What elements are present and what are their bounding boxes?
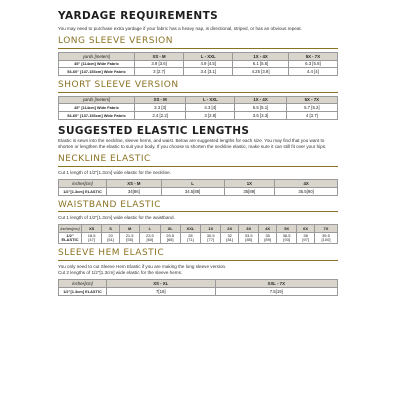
table-header-row — [59, 280, 338, 288]
table-cell: 35[89] — [224, 187, 275, 195]
yardage-heading: YARDAGE REQUIREMENTS — [58, 10, 219, 22]
waistband-note: Cut 1 length of 1/2"[1.3cm] wide elastic for the waistband. — [58, 215, 175, 221]
pattern-instructions-page — [58, 10, 338, 296]
table-header-cell: 5X — [277, 225, 297, 233]
table-header-cell: 5X - 7X — [286, 96, 337, 104]
value-inches: 18.5 — [87, 233, 96, 239]
table-header-cell: 4X — [275, 180, 338, 188]
value-cm: [97] — [302, 237, 309, 243]
value-cm: [65] — [166, 237, 174, 243]
value-cm: [47] — [88, 237, 95, 243]
table-header-row — [59, 180, 338, 188]
table-header-row — [59, 96, 338, 104]
short-sleeve-table — [58, 96, 338, 120]
table-cell — [221, 233, 239, 244]
table-cell: 3.4 [3.1] — [184, 68, 233, 76]
table-cell: 4.25 [3.9] — [233, 68, 289, 76]
table-cell: 3 [2.7] — [135, 68, 184, 76]
table-cell — [59, 233, 82, 244]
table-cell: 7.5[19] — [215, 288, 337, 296]
value-inches: 28 — [188, 233, 193, 239]
table-row — [59, 112, 338, 120]
value-cm: [85] — [245, 237, 252, 243]
yardage-intro: You may need to purchase extra yardage if your fabric has a heavy nap, is directional, striped, or has an obvious repeat. — [58, 26, 302, 31]
table-header-cell: 2X — [221, 225, 239, 233]
table-cell — [160, 233, 180, 244]
table-header-cell: yards [meters] — [59, 96, 135, 104]
table-cell — [239, 233, 259, 244]
table-header-cell: XS - XL — [107, 280, 216, 288]
table-header-row — [59, 225, 338, 233]
table-cell: 6.1 [5.6] — [233, 60, 289, 68]
table-cell: 54-60" [137-153cm] Wide Fabric — [59, 112, 135, 120]
table-header-cell: inches[cm] — [59, 180, 107, 188]
table-header-cell: 6X — [297, 225, 315, 233]
table-cell: 1/2"[1.3cm] ELASTIC — [59, 288, 107, 296]
short-sleeve-heading: SHORT SLEEVE VERSION — [58, 80, 338, 93]
table-cell — [82, 233, 102, 244]
table-header-cell: XS - M — [135, 96, 186, 104]
elastic-intro: Elastic is sewn into the neckline, sleeve hems, and waist. Below are suggested lengths for each size. You may find that you want to shorten or lengthen the elastic to suit your body. If you choose to shorten the neckline elastic, make sure it can still fit over your hips. — [58, 137, 327, 150]
table-cell — [314, 233, 337, 244]
value-cm: [71] — [187, 237, 194, 243]
value-cm: [89] — [264, 237, 271, 243]
table-cell — [140, 233, 160, 244]
long-sleeve-heading: LONG SLEEVE VERSION — [58, 36, 338, 49]
table-cell: 4 [3.7] — [286, 112, 337, 120]
value-inches: 23.5 — [145, 233, 154, 239]
table-cell: 5.5 [5.1] — [235, 104, 286, 112]
table-cell: 34.5[88] — [161, 187, 224, 195]
table-cell: 3.9 [3.6] — [135, 60, 184, 68]
value-cm: [77] — [207, 237, 215, 243]
table-cell: 4.3 [4] — [186, 104, 235, 112]
table-header-cell: 1X — [201, 225, 221, 233]
value-cm: [100] — [321, 237, 331, 243]
table-header-cell: 1X - 4X — [235, 96, 286, 104]
table-cell — [277, 233, 297, 244]
value-inches: 35 — [265, 233, 270, 239]
table-cell: 35.5[90] — [275, 187, 338, 195]
table-cell — [102, 233, 120, 244]
neckline-heading: NECKLINE ELASTIC — [58, 154, 338, 167]
table-cell: 5.7 [5.2] — [286, 104, 337, 112]
table-cell: 45" [114cm] Wide Fabric — [59, 60, 135, 68]
table-header-cell: 4X — [259, 225, 277, 233]
table-header-cell: XXL — [180, 225, 200, 233]
table-cell: 4.4 [4] — [288, 68, 337, 76]
value-cm: [93] — [283, 237, 290, 243]
table-row — [59, 68, 338, 76]
elastic-heading: SUGGESTED ELASTIC LENGTHS — [58, 124, 250, 137]
table-header-cell: L — [161, 180, 224, 188]
value-inches: 39.5 — [322, 233, 330, 239]
table-header-cell: inches[cm] — [60, 225, 80, 231]
waistband-heading: WAISTBAND ELASTIC — [58, 200, 338, 213]
table-header-cell: XS - M — [107, 180, 162, 188]
table-header-cell: 1X — [224, 180, 275, 188]
table-header-cell: 1X - 4X — [233, 52, 289, 60]
sleeve-hem-note-2: Cut 2 lengths of 1/2"[1.3cm] wide elastic for the sleeve hems. — [58, 270, 183, 276]
table-header-row — [59, 52, 338, 60]
value-inches: 33.5 — [244, 233, 253, 239]
table-row — [59, 104, 338, 112]
table-cell — [119, 233, 139, 244]
value-inches: 38 — [303, 233, 308, 239]
table-cell: 7[18] — [107, 288, 216, 296]
value-cm: [60] — [146, 237, 154, 243]
table-header-cell: XL — [160, 225, 180, 233]
table-header-cell: 3X — [239, 225, 259, 233]
neckline-note: Cut 1 length of 1/2"[1.3cm] wide elastic for the neckline. — [58, 169, 171, 175]
table-cell: 1/2"[1.3cm] ELASTIC — [59, 187, 107, 195]
table-header-cell: yards [meters] — [59, 52, 135, 60]
table-cell: 3 [2.8] — [186, 112, 235, 120]
table-cell — [259, 233, 277, 244]
table-cell: 2.4 [2.2] — [135, 112, 186, 120]
table-cell: 54-60" [137-153cm] Wide Fabric — [59, 68, 135, 76]
sleeve-hem-heading: SLEEVE HEM ELASTIC — [58, 248, 338, 261]
table-header-cell: M — [119, 225, 139, 233]
table-header-cell: S — [102, 225, 120, 233]
value-inches: 21.5 — [125, 233, 134, 239]
long-sleeve-table — [58, 52, 338, 76]
table-header-cell: 5X - 7X — [288, 52, 337, 60]
table-cell: 34[86] — [107, 187, 162, 195]
table-cell — [180, 233, 200, 244]
table-header-cell: XXL - 7X — [215, 280, 337, 288]
table-cell: 45" [114cm] Wide Fabric — [59, 104, 135, 112]
value-inches: 25.5 — [166, 233, 175, 239]
value-cm: [81] — [226, 237, 234, 243]
sleeve-hem-note-1: You only need to cut Sleeve Hem Elastic if you are making the long sleeve version. — [58, 263, 227, 269]
table-row — [59, 233, 338, 244]
table-cell: 3.3 [3] — [135, 104, 186, 112]
table-header-cell: XS — [82, 225, 102, 233]
table-header-cell: L — [140, 225, 160, 233]
table-header-cell: L - XXL — [184, 52, 233, 60]
waistband-table — [58, 224, 338, 244]
value-inches: 30.5 — [206, 233, 215, 239]
table-cell — [201, 233, 221, 244]
table-header-cell: L - XXL — [186, 96, 235, 104]
table-cell: 4.9 [4.5] — [184, 60, 233, 68]
value-inches: 20 — [108, 233, 113, 239]
neckline-table — [58, 179, 338, 196]
table-cell: 6.3 [5.8] — [288, 60, 337, 68]
table-cell: 3.6 [3.3] — [235, 112, 286, 120]
table-header-cell: XS - M — [135, 52, 184, 60]
row-label-line: 1/2" — [66, 233, 74, 239]
value-inches: 32 — [227, 233, 232, 239]
value-cm: [55] — [126, 237, 133, 243]
table-row — [59, 187, 338, 195]
table-row — [59, 288, 338, 296]
table-row — [59, 60, 338, 68]
sleeve-hem-table — [58, 279, 338, 296]
value-inches: 36.5 — [282, 233, 291, 239]
value-cm: [51] — [107, 237, 114, 243]
row-label-line: ELASTIC — [61, 237, 79, 243]
table-header-cell: inches[cm] — [59, 280, 107, 288]
table-cell — [297, 233, 315, 244]
table-header-cell: 7X — [314, 225, 337, 233]
